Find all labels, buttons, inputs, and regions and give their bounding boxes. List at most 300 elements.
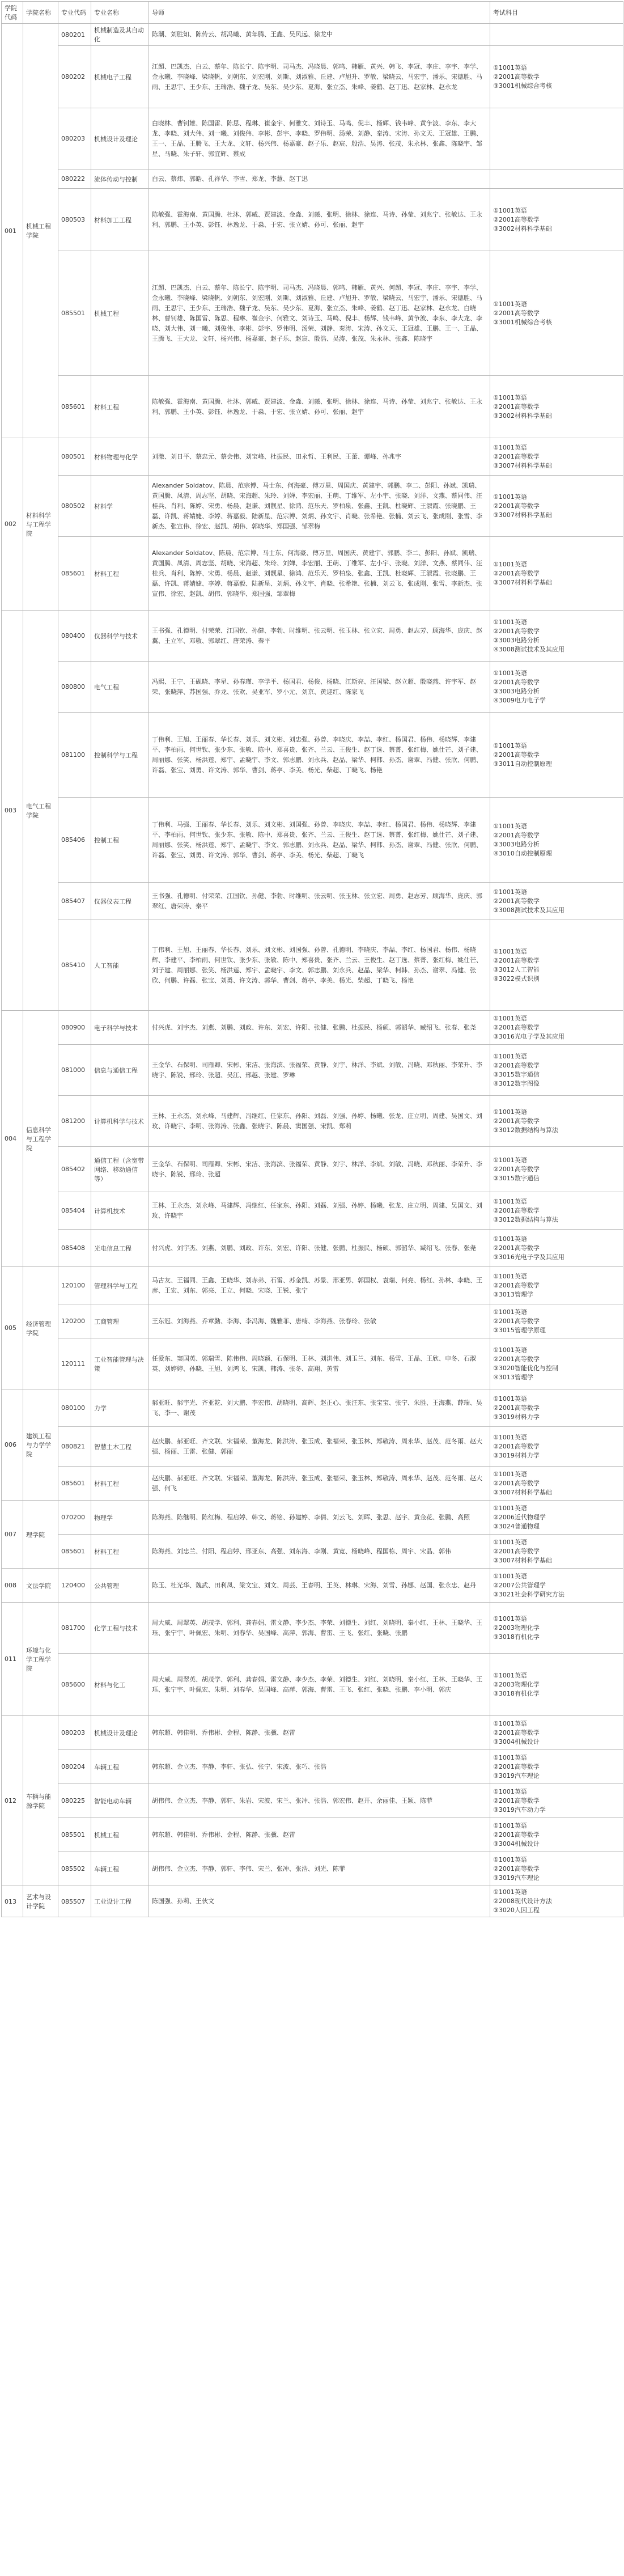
advisors-cell: 王林、王永杰、刘永峰、马建辉、冯继红、任家东、孙阳、刘磊、刘强、孙婷、杨曦、张龙、庄立明、周建、吴国文、刘玫、许晓宇 (149, 1192, 490, 1230)
table-row (2, 1852, 623, 1886)
table-row (2, 1192, 623, 1230)
exam-subjects-cell (490, 1569, 623, 1603)
exam-subject: ④3009电力电子学 (493, 696, 546, 704)
advisors-cell: 陈玉、杜光华、魏武、田利凤、梁文宝、刘文、周芸、王春明、王英、林琳、宋海、刘雪、孙娜、赵国、张永忠、赵丹 (149, 1569, 490, 1603)
exam-subject: ②2001高等数学 (493, 831, 540, 839)
exam-subject: ③3021社会科学研究方法 (493, 1590, 564, 1598)
exam-subject: ①1001英语 (493, 493, 527, 501)
table-row (2, 189, 623, 251)
advisors-cell: 王林、王永杰、刘永峰、马建辉、冯继红、任家东、孙阳、刘磊、刘强、孙婷、杨曦、张龙、庄立明、周建、吴国文、刘玫、许晓宇、李明、张海涛、张鑫、张晓宇、陈晨、窦国强、宋凯、郑莉 (149, 1096, 490, 1147)
advisors-cell: 付兴虎、刘宇杰、刘燕、刘鹏、刘政、许东、刘宏、许阳、张健、张鹏、杜振民、杨硕、郭韶华、臧绍飞、张春、张尧 (149, 1230, 490, 1267)
school-name-cell: 机械工程学院 (23, 24, 58, 438)
major-name-cell: 车辆工程 (91, 1852, 149, 1886)
table-row (2, 1501, 623, 1535)
exam-subjects-cell (490, 1192, 623, 1230)
exam-subject: ③3020智能优化与控制 (493, 1364, 558, 1372)
exam-subject: ③3004机械设计 (493, 1840, 540, 1848)
major-name-cell: 计算机技术 (91, 1192, 149, 1230)
table-row (2, 1716, 623, 1750)
major-name-cell: 通信工程（含宽带网络、移动通信等） (91, 1147, 149, 1192)
exam-subject: ②2001高等数学 (493, 215, 540, 223)
exam-subject: ③3013管理学 (493, 1290, 533, 1298)
exam-subject: ②2001高等数学 (493, 402, 540, 410)
table-row (2, 1011, 623, 1045)
exam-subject: ③3007材料科学基础 (493, 461, 552, 469)
exam-subjects-cell (490, 798, 623, 883)
exam-subjects-cell (490, 1818, 623, 1852)
exam-subject: ②2001高等数学 (493, 1831, 540, 1838)
table-row (2, 537, 623, 611)
advisors-cell: 任爱东、窦国英、郭瑞雪、陈伟伟、周晓颖、石保明、王林、刘洪伟、刘玉兰、刘东、杨雪、王晶、王欣、申冬、石淑英、刘婷婷、孙晓、王旭、刘鸿飞、宋凯、韩涛、张冬、高翔、黄雷 (149, 1338, 490, 1389)
exam-subjects-cell (490, 1784, 623, 1818)
exam-subject: ①1001英语 (493, 1719, 527, 1727)
exam-subject: ②2001高等数学 (493, 569, 540, 577)
exam-subject: ②2001高等数学 (493, 956, 540, 964)
advisors-cell: 赵庆鹏、郝亚旺、齐文联、宋福荣、董海龙、陈洪涛、张玉成、张福荣、张玉林、郑敬涛、周永华、赵茂、范冬雨、赵大强、何飞 (149, 1467, 490, 1501)
major-name-cell: 电气工程 (91, 662, 149, 713)
exam-subject: ②2001高等数学 (493, 1865, 540, 1872)
exam-subject: ①1001英语 (493, 1821, 527, 1829)
exam-subjects-cell (490, 1886, 623, 1917)
exam-subjects-cell (490, 920, 623, 1011)
exam-subject: ①1001英语 (493, 1308, 527, 1316)
exam-subjects-cell (490, 24, 623, 46)
major-code-cell: 080201 (58, 24, 91, 46)
major-name-cell: 材料与化工 (91, 1654, 149, 1716)
school-name-cell: 建筑工程与力学学院 (23, 1389, 58, 1501)
major-name-cell: 信息与通信工程 (91, 1045, 149, 1096)
major-code-cell: 081200 (58, 1096, 91, 1147)
school-name-cell: 文法学院 (23, 1569, 58, 1603)
exam-subject: ③3004机械设计 (493, 1738, 540, 1745)
table-row (2, 170, 623, 189)
major-name-cell: 工商管理 (91, 1304, 149, 1338)
exam-subject: ③3016光电子学及其应用 (493, 1253, 564, 1261)
school-code-cell: 007 (2, 1501, 23, 1569)
exam-subject: ①1001英语 (493, 300, 527, 308)
exam-subject: ③3018有机化学 (493, 1633, 540, 1641)
school-code-cell: 002 (2, 438, 23, 611)
exam-subject: ①1001英语 (493, 888, 527, 896)
major-code-cell: 080900 (58, 1011, 91, 1045)
exam-subject: ③3015数字通信 (493, 1070, 540, 1078)
advisors-cell: 韩东超、韩佳明、乔伟彬、金程、陈静、张骥、赵雷 (149, 1818, 490, 1852)
table-row (2, 1654, 623, 1716)
major-code-cell: 080501 (58, 438, 91, 476)
exam-subject: ③3003电路分析 (493, 840, 540, 848)
school-name-cell: 材料科学与工程学院 (23, 438, 58, 611)
major-name-cell: 车辆工程 (91, 1750, 149, 1784)
advisors-cell: 郝亚旺、郝宇光、齐亚乾、刘大鹏、李宏伟、胡晓明、高辉、赵正心、张汪东、张宝宝、张宁、朱胜、王海燕、薛瑞、吴飞、李一、谢茂 (149, 1389, 490, 1427)
advisors-cell: 陈敏强、霍海南、黄国腾、杜沐、郭威、贾建波、金淼、刘薇、张明、徐林、徐连、马诗、孙莹、刘兆宁、张敏达、王永利、郭鹏、王小英、彭钰、林逸龙、于淼、于宏、张立婧、孙可、张丽、赵宇 (149, 376, 490, 438)
table-row (2, 1750, 623, 1784)
exam-subject: ①1001英语 (493, 618, 527, 626)
exam-subject: ②2001高等数学 (493, 1165, 540, 1173)
exam-subject: ④3010自动控制原理 (493, 849, 552, 857)
exam-subject: ③3003电路分析 (493, 687, 540, 695)
admissions-table (1, 1, 623, 1917)
exam-subject: ②2001高等数学 (493, 1244, 540, 1252)
advisors-cell: 王金华、石保明、司雁卿、宋彬、宋洁、张海滨、张福荣、黄静、刘宇、林洋、李斌、刘敏、冯晓、邓秋丽、李荣升、李晓宇、陈锐、邢玲、张超 (149, 1147, 490, 1192)
table-row (2, 1147, 623, 1192)
exam-subject: ②2001高等数学 (493, 1206, 540, 1214)
major-code-cell: 080100 (58, 1389, 91, 1427)
table-row (2, 1886, 623, 1917)
exam-subject: ②2001高等数学 (493, 1442, 540, 1450)
school-code-cell: 012 (2, 1716, 23, 1886)
exam-subject: ①1001英语 (493, 1433, 527, 1441)
major-name-cell: 智能电动车辆 (91, 1784, 149, 1818)
advisors-cell: 陈海燕、陈继明、陈红梅、程启婷、韩文、蒋铭、孙建婷、李倩、刘云飞、刘晖、张思、赵宇、黄金花、张鹏、高照 (149, 1501, 490, 1535)
exam-subjects-cell (490, 1467, 623, 1501)
exam-subject: ①1001英语 (493, 443, 527, 451)
table-row (2, 1603, 623, 1654)
advisors-cell: 刘澈、刘日平、蔡忠元、蔡会伟、刘宝峰、杜振民、田永哲、王利民、王蕾、谭峰、孙兆宇 (149, 438, 490, 476)
major-name-cell: 控制科学与工程 (91, 713, 149, 798)
exam-subject: ③3012人工智能 (493, 965, 540, 973)
exam-subject: ②2001高等数学 (493, 1355, 540, 1363)
exam-subjects-cell (490, 883, 623, 920)
major-code-cell: 085601 (58, 1535, 91, 1569)
major-code-cell: 080800 (58, 662, 91, 713)
major-code-cell: 080203 (58, 1716, 91, 1750)
advisors-cell: 马古友、王福同、王鑫、王晓华、刘赤弟、石雷、苏金凯、苏景、邢亚男、郭国权、袁瑞、何亮、杨红、孙林、李晓、王彦、王宏、刘东、郭亮、王立、何晓、宋晓、王锐、张宁 (149, 1267, 490, 1304)
exam-subject: ③3007材料科学基础 (493, 578, 552, 586)
exam-subject: ③3024普通物理 (493, 1522, 540, 1530)
advisors-cell: 韩东超、韩佳明、乔伟彬、金程、陈静、张骥、赵雷 (149, 1716, 490, 1750)
school-name-cell: 车辆与能源学院 (23, 1716, 58, 1886)
major-code-cell: 080222 (58, 170, 91, 189)
exam-subject: ③3007材料科学基础 (493, 1488, 552, 1496)
exam-subject: ②2001高等数学 (493, 678, 540, 686)
exam-subject: ①1001英语 (493, 206, 527, 214)
major-name-cell: 智慧土木工程 (91, 1427, 149, 1467)
exam-subject: ②2001高等数学 (493, 627, 540, 635)
header-exam-subjects: 考试科目 (490, 2, 623, 24)
major-name-cell: 机械设计及理论 (91, 108, 149, 170)
school-code-cell: 006 (2, 1389, 23, 1501)
advisors-cell: 丁伟利、王旭、王丽春、华长春、刘乐、刘文彬、刘国强、孙曾、孔德明、李晓庆、李喆、李红、杨国君、杨伟、杨晓辉、李建平、李柏雨、何世钦、张少东、张敏、陈中、郑喜贵、张齐、兰云、王俊生、赵丁选、蔡菁、张红梅、姚仕芒、刘子建、周丽娜、张笑、杨洪莲、郑宇、孟晓宇、李文、郭志鹏、刘永兵、赵晶、梁华、柯韩、孙杰、谢翠、冯健、张欣、何鹏、许磊、张宝、刘勇、许文涛、郭华、曹剑、蒋亭、李美、杨光、柴超、丁晓飞、杨艳 (149, 920, 490, 1011)
exam-subject: ④3022模式识别 (493, 975, 540, 982)
major-name-cell: 仪器仪表工程 (91, 883, 149, 920)
exam-subjects-cell (490, 1603, 623, 1654)
header-major-name: 专业名称 (91, 2, 149, 24)
exam-subject: ③3015管理学原理 (493, 1326, 546, 1334)
exam-subject: ②2001高等数学 (493, 1479, 540, 1487)
exam-subject: ②2001高等数学 (493, 1797, 540, 1804)
major-code-cell: 085407 (58, 883, 91, 920)
header-school-code: 学院代码 (2, 2, 23, 24)
major-code-cell: 081100 (58, 713, 91, 798)
header-major-code: 专业代码 (58, 2, 91, 24)
major-name-cell: 光电信息工程 (91, 1230, 149, 1267)
exam-subject: ①1001英语 (493, 1538, 527, 1546)
exam-subject: ②2001高等数学 (493, 502, 540, 510)
exam-subject: ①1001英语 (493, 1572, 527, 1580)
advisors-cell: 陈敏强、霍海南、黄国腾、杜沐、郭威、贾建波、金淼、刘薇、张明、徐林、徐连、马诗、孙莹、刘兆宁、张敏达、王永利、郭鹏、王小英、彭钰、林逸龙、于淼、于宏、张立婧、孙可、张丽、赵宇 (149, 189, 490, 251)
major-code-cell: 085402 (58, 1147, 91, 1192)
advisors-cell: Alexander Soldatov、陈晨、范宗博、马士东、何海豪、傅万里、周国庆、黄建宇、郭鹏、李二、彭阳、孙斌、凯瑞、黄国腾、凤清、周志坚、胡晓、宋海超、朱玲、刘婵、李宏丽、王萌、丁维军、左小宇、张晓、刘洋、文燕、蔡同伟、汪桂兵、肖利、陈婷、宋勇、杨晨、赵谦、刘靓星、徐鸿、范乐天、罗柏泉、张鑫、王凯、杜晓辉、王淑霞、张晓鹏、王磊、许凯、蒋婧婕、李婷、蒋嘉毅、陆新星、刘炳、孙文宇、肖晓、张希艳、张楠、刘云飞、张成刚、张雪、李新杰、张宣伟、徐宏、赵凯、胡伟、郭晓华、郑国强、邹翠梅 (149, 537, 490, 611)
major-code-cell: 085501 (58, 1818, 91, 1852)
exam-subject: ①1001英语 (493, 1855, 527, 1863)
major-code-cell: 085601 (58, 1467, 91, 1501)
advisors-cell: 陈国强、孙莉、王伙文 (149, 1886, 490, 1917)
exam-subject: ③3019汽车理论 (493, 1874, 540, 1882)
advisors-cell: 陈潮、刘胜知、陈传云、胡冯曦、黄年腾、王鑫、吴风远、徐龙中 (149, 24, 490, 46)
major-name-cell: 机械制造及其自动化 (91, 24, 149, 46)
exam-subjects-cell (490, 1750, 623, 1784)
exam-subject: ①1001英语 (493, 1787, 527, 1795)
school-code-cell: 013 (2, 1886, 23, 1917)
advisors-cell: 陈海燕、刘忠兰、付阳、程启婷、邢亚东、高强、刘东海、李刚、黄宽、杨晓峰、程国栋、周宇、宋晶、郭伟 (149, 1535, 490, 1569)
exam-subject: ②2001高等数学 (493, 1281, 540, 1289)
major-code-cell: 085601 (58, 537, 91, 611)
exam-subject: ②2001高等数学 (493, 1762, 540, 1770)
exam-subjects-cell (490, 1716, 623, 1750)
major-code-cell: 080203 (58, 108, 91, 170)
exam-subject: ③3007材料科学基础 (493, 511, 552, 519)
exam-subjects-cell (490, 476, 623, 537)
advisors-cell: 江超、巴凯杰、白云、蔡年、陈长宁、陈宇明、司马杰、冯晓晨、郭鸣、韩雁、黄兴、何超、李冠、李庄、李宇、李学、金永曦、李晓峰、梁晓帆、刘朝东、刘宏刚、刘斯、刘淑雅、丘建、卢旭升、罗敏、梁晓云、马宏宇、潘乐、宋德胜、马雨、王思宇、王少东、王瑞浩、魏子龙、吴东、吴少东、夏海、张立杰、朱峰、姜鹤、赵丁迅、赵家林、赵永龙、白晓林、曹钊雄、陈国雷、陈思、程琳、崔金宇、何雅文、刘诗玉、马鸣、倪丰、杨辉、钱韦峰、黄争波、李东、李大龙、李晓、刘大伟、刘一曦、刘俊伟、李彬、彭宇、罗伟明、汤荣、刘静、秦涛、宋涛、孙文天、王冠雄、王鹏、王一、王晶、王腾飞、王大龙、文轩、杨兴伟、杨嘉豪、赵子乐、赵宸、殷浩、吴涛、张茂、朱永林、张鑫、陈晓宇 (149, 251, 490, 376)
table-header-row (2, 2, 623, 24)
school-code-cell: 011 (2, 1603, 23, 1716)
exam-subject: ③3011自动控制原理 (493, 760, 552, 768)
exam-subject: ②2003物理化学 (493, 1624, 540, 1632)
exam-subject: ③3020人因工程 (493, 1906, 540, 1914)
school-code-cell: 003 (2, 611, 23, 1011)
advisors-cell: 周大威、周翠英、胡茂学、郭利、龚春娟、雷文静、李少杰、李荣、刘德生、刘红、刘晓明、秦小红、王林、王晓华、王珏、张宁宇、叶佩宏、朱明、刘春华、吴国峰、高萍、郭海、曹雷、王飞、张红、张晓、张鹏、李小明、郭庆 (149, 1654, 490, 1716)
major-code-cell: 085507 (58, 1886, 91, 1917)
exam-subject: ④3008测试技术及其应用 (493, 645, 564, 653)
school-name-cell: 经济管理学院 (23, 1267, 58, 1389)
exam-subject: ①1001英语 (493, 1346, 527, 1354)
major-code-cell: 120111 (58, 1338, 91, 1389)
exam-subjects-cell (490, 1501, 623, 1535)
advisors-cell: 白云、蔡炜、郭皓、孔祥华、李雪、郑龙、李慧、赵丁迅 (149, 170, 490, 189)
exam-subject: ③3002材料科学基础 (493, 412, 552, 420)
table-row (2, 1267, 623, 1304)
exam-subject: ①1001英语 (493, 1108, 527, 1116)
major-name-cell: 公共管理 (91, 1569, 149, 1603)
table-row (2, 1338, 623, 1389)
major-name-cell: 仪器科学与技术 (91, 611, 149, 662)
table-row (2, 108, 623, 170)
table-row (2, 798, 623, 883)
exam-subject: ③3001机械综合考核 (493, 82, 552, 90)
school-code-cell: 008 (2, 1569, 23, 1603)
exam-subject: ②2001高等数学 (493, 1061, 540, 1069)
advisors-cell: 王东冠、刘海燕、乔章勤、李海、李冯海、魏雅菲、唐楠、李海燕、张春玲、张敏 (149, 1304, 490, 1338)
exam-subject: ①1001英语 (493, 1753, 527, 1761)
exam-subjects-cell (490, 1852, 623, 1886)
major-name-cell: 控制工程 (91, 798, 149, 883)
exam-subject: ③3002材料科学基础 (493, 224, 552, 232)
exam-subjects-cell (490, 1147, 623, 1192)
exam-subject: ③3019材料力学 (493, 1413, 540, 1421)
header-advisors: 导师 (149, 2, 490, 24)
major-code-cell: 085406 (58, 798, 91, 883)
exam-subject: ①1001英语 (493, 742, 527, 749)
exam-subject: ②2001高等数学 (493, 1023, 540, 1031)
exam-subject: ④3012数字图像 (493, 1079, 540, 1087)
exam-subject: ②2001高等数学 (493, 897, 540, 905)
advisors-cell: 胡伟伟、金立杰、李静、郭轩、朱岩、宋波、宋兰、张冲、张浩、郭宏伟、赵开、余丽佳、王颖、陈菲 (149, 1784, 490, 1818)
major-code-cell: 085408 (58, 1230, 91, 1267)
exam-subject: ②2001高等数学 (493, 1117, 540, 1125)
exam-subject: ①1001英语 (493, 669, 527, 677)
exam-subject: ②2003物理化学 (493, 1680, 540, 1688)
exam-subject: ①1001英语 (493, 1014, 527, 1022)
exam-subject: ①1001英语 (493, 1156, 527, 1164)
header-school-name: 学院名称 (23, 2, 58, 24)
major-code-cell: 080204 (58, 1750, 91, 1784)
exam-subject: ③3016光电子学及其应用 (493, 1032, 564, 1040)
exam-subject: ①1001英语 (493, 1197, 527, 1205)
major-code-cell: 080225 (58, 1784, 91, 1818)
table-row (2, 476, 623, 537)
major-name-cell: 机械设计及理论 (91, 1716, 149, 1750)
table-row (2, 46, 623, 108)
major-name-cell: 人工智能 (91, 920, 149, 1011)
major-name-cell: 工业智能管理与决策 (91, 1338, 149, 1389)
school-name-cell: 艺术与设计学院 (23, 1886, 58, 1917)
exam-subject: ③3012数据结构与算法 (493, 1215, 558, 1223)
advisors-cell: 王金华、石保明、司雁卿、宋彬、宋洁、张海滨、张福荣、黄静、刘宇、林洋、李斌、刘敏、冯晓、邓秋丽、李荣升、李晓宇、陈锐、邢玲、张超、吴江、邢越、张建、罗琳 (149, 1045, 490, 1096)
major-code-cell: 081700 (58, 1603, 91, 1654)
school-code-cell: 004 (2, 1011, 23, 1267)
major-code-cell: 085600 (58, 1654, 91, 1716)
major-name-cell: 电子科学与技术 (91, 1011, 149, 1045)
exam-subjects-cell (490, 1096, 623, 1147)
advisors-cell: 丁伟利、马强、王丽春、华长春、刘乐、刘文彬、刘国强、孙曾、李晓庆、李喆、李红、杨国君、杨伟、杨晓辉、李建平、李柏雨、何世钦、张少东、张敏、陈中、郑喜贵、张齐、兰云、王俊生、赵丁选、蔡菁、张红梅、姚仕芒、刘子建、周丽娜、张笑、杨洪莲、郑宇、孟晓宇、李文、郭志鹏、刘永兵、赵晶、梁华、柯韩、孙杰、谢翠、冯健、张欣、何鹏、许磊、张宝、刘勇、许文涛、郭华、曹剑、蒋亭、李美、杨光、柴超、丁晓飞 (149, 798, 490, 883)
major-name-cell: 化学工程与技术 (91, 1603, 149, 1654)
table-row (2, 24, 623, 46)
exam-subject: ①1001英语 (493, 1671, 527, 1679)
exam-subjects-cell (490, 1338, 623, 1389)
major-name-cell: 材料加工工程 (91, 189, 149, 251)
exam-subject: ②2001高等数学 (493, 452, 540, 460)
exam-subject: ①1001英语 (493, 1395, 527, 1403)
advisors-cell: 赵庆鹏、郝亚旺、齐文联、宋福荣、董海龙、陈洪涛、张玉成、张福荣、张玉林、郑敬涛、周永华、赵茂、范冬雨、赵大强、杨丽、王雷、张健、郭丽 (149, 1427, 490, 1467)
table-row (2, 251, 623, 376)
major-name-cell: 材料工程 (91, 376, 149, 438)
table-row (2, 376, 623, 438)
exam-subject: ①1001英语 (493, 1470, 527, 1478)
major-code-cell: 070200 (58, 1501, 91, 1535)
major-name-cell: 材料工程 (91, 1535, 149, 1569)
exam-subject: ③3012数据结构与算法 (493, 1126, 558, 1134)
major-code-cell: 080821 (58, 1427, 91, 1467)
table-row (2, 1467, 623, 1501)
exam-subject: ②2008现代设计方法 (493, 1897, 552, 1905)
table-row (2, 920, 623, 1011)
table-row (2, 1784, 623, 1818)
school-name-cell: 环境与化学工程学院 (23, 1603, 58, 1716)
advisors-cell: 王书强、孔德明、付荣荣、江国钦、孙健、李勃、时维明、张云明、张玉林、张立宏、周勇、赵志芳、顾海华、庞庆、赵翼、王立军、邓敬、郭翠红、唐荣涛、秦平 (149, 611, 490, 662)
major-code-cell: 080503 (58, 189, 91, 251)
exam-subject: ③3019材料力学 (493, 1451, 540, 1459)
major-code-cell: 081000 (58, 1045, 91, 1096)
table-row (2, 611, 623, 662)
school-code-cell: 005 (2, 1267, 23, 1389)
exam-subjects-cell (490, 1535, 623, 1569)
exam-subject: ②2001高等数学 (493, 751, 540, 759)
exam-subject: ③3001机械综合考核 (493, 318, 552, 326)
exam-subject: ③3008测试技术及其应用 (493, 906, 564, 914)
major-code-cell: 120100 (58, 1267, 91, 1304)
table-row (2, 1535, 623, 1569)
exam-subject: ①1001英语 (493, 1504, 527, 1512)
major-name-cell: 材料学 (91, 476, 149, 537)
major-code-cell: 085502 (58, 1852, 91, 1886)
table-row (2, 1569, 623, 1603)
school-code-cell: 001 (2, 24, 23, 438)
advisors-cell: 白晓林、曹钊雄、陈国雷、陈思、程琳、崔金宇、何雅文、刘诗玉、马鸣、倪丰、杨辉、钱韦峰、黄争波、李东、李大龙、李晓、刘大伟、刘一曦、刘俊伟、李彬、彭宇、李晓、罗伟明、汤荣、刘静、秦涛、宋涛、孙文天、王冠雄、王鹏、王一、王晶、王腾飞、王大龙、文轩、杨兴伟、杨嘉豪、赵子乐、赵宸、殷浩、吴涛、张茂、朱永林、张鑫、陈晓宇、邹星、马晓、朱子轩、郭宜辉、蔡成 (149, 108, 490, 170)
exam-subject: ①1001英语 (493, 393, 527, 401)
exam-subjects-cell (490, 251, 623, 376)
exam-subjects-cell (490, 537, 623, 611)
exam-subject: ②2007公共管理学 (493, 1581, 546, 1589)
exam-subjects-cell (490, 189, 623, 251)
exam-subject: ①1001英语 (493, 1272, 527, 1280)
major-name-cell: 机械工程 (91, 1818, 149, 1852)
exam-subject: ②2001高等数学 (493, 1317, 540, 1325)
major-code-cell: 085601 (58, 376, 91, 438)
exam-subject: ④3013管理学 (493, 1373, 533, 1381)
advisors-cell: 丁伟利、王旭、王丽春、华长春、刘乐、刘文彬、刘忠强、孙曾、李晓庆、李喆、李红、杨国君、杨伟、杨晓辉、李建平、李柏雨、何世钦、张少东、张敏、陈中、郑喜贵、张齐、兰云、王俊生、赵丁选、蔡菁、张红梅、姚仕芒、刘子建、周丽娜、张笑、杨洪莲、郑宇、孟晓宇、李文、郭志鹏、刘永兵、赵晶、梁华、柯韩、孙杰、谢翠、冯健、张欣、何鹏、许磊、张宝、刘勇、许文涛、郭华、曹剑、蒋亭、李美、杨光、柴超、丁晓飞、杨艳 (149, 713, 490, 798)
major-name-cell: 工业设计工程 (91, 1886, 149, 1917)
exam-subjects-cell (490, 1654, 623, 1716)
major-name-cell: 机械工程 (91, 251, 149, 376)
advisors-cell: Alexander Soldatov、陈晨、范宗博、马士东、何海豪、傅万里、周国庆、黄建宇、郭鹏、李二、彭阳、孙斌、凯瑞、黄国腾、凤清、周志坚、胡晓、宋海超、朱玲、刘婵、李宏丽、王萌、丁维军、左小宇、张晓、刘洋、文燕、蔡同伟、汪桂兵、肖利、陈婷、宋勇、杨晨、赵谦、刘靓星、徐鸿、范乐天、罗柏泉、张鑫、王凯、杜晓辉、王淑霞、张晓鹏、王磊、许凯、蒋婧婕、李婷、蒋嘉毅、陆新星、范宗博、刘炳、孙文宇、肖晓、张希艳、张楠、刘云飞、张成刚、张雪、李新杰、张宣伟、徐宏、赵凯、胡伟、郭晓华、郑国强、邹翠梅 (149, 476, 490, 537)
major-code-cell: 080400 (58, 611, 91, 662)
exam-subject: ②2001高等数学 (493, 1728, 540, 1736)
major-code-cell: 120400 (58, 1569, 91, 1603)
table-row (2, 1389, 623, 1427)
major-name-cell: 物理学 (91, 1501, 149, 1535)
school-name-cell: 理学院 (23, 1501, 58, 1569)
exam-subjects-cell (490, 662, 623, 713)
exam-subjects-cell (490, 1267, 623, 1304)
exam-subject: ②2001高等数学 (493, 73, 540, 80)
exam-subjects-cell (490, 46, 623, 108)
table-row (2, 883, 623, 920)
major-code-cell: 080502 (58, 476, 91, 537)
advisors-cell: 王书强、孔德明、付荣荣、江国钦、孙健、李勃、时维明、张云明、张玉林、张立宏、周勇、赵志芳、顾海华、庞庆、郭翠红、唐荣涛、秦平 (149, 883, 490, 920)
exam-subjects-cell (490, 1427, 623, 1467)
major-code-cell: 085501 (58, 251, 91, 376)
table-row (2, 713, 623, 798)
exam-subjects-cell (490, 1389, 623, 1427)
advisors-cell: 胡伟伟、金立杰、李静、郭轩、李伟、宋兰、张冲、张浩、刘光、陈菲 (149, 1852, 490, 1886)
major-name-cell: 管理科学与工程 (91, 1267, 149, 1304)
exam-subjects-cell (490, 438, 623, 476)
table-row (2, 662, 623, 713)
table-row (2, 1096, 623, 1147)
table-row (2, 1304, 623, 1338)
major-name-cell: 计算机科学与技术 (91, 1096, 149, 1147)
exam-subjects-cell (490, 108, 623, 170)
advisors-cell: 周大威、周翠英、胡茂学、郭利、龚春娟、雷文静、李少杰、李荣、刘德生、刘红、刘晓明、秦小红、王林、王晓华、王珏、张宁宇、叶佩宏、朱明、刘春华、吴国峰、高萍、郭海、曹雷、王飞、张红、张晓、张鹏 (149, 1603, 490, 1654)
major-name-cell: 材料工程 (91, 1467, 149, 1501)
exam-subjects-cell (490, 1230, 623, 1267)
major-code-cell: 120200 (58, 1304, 91, 1338)
exam-subjects-cell (490, 713, 623, 798)
exam-subject: ①1001英语 (493, 822, 527, 830)
exam-subjects-cell (490, 1304, 623, 1338)
exam-subject: ③3007材料科学基础 (493, 1556, 552, 1564)
exam-subject: ③3003电路分析 (493, 636, 540, 644)
